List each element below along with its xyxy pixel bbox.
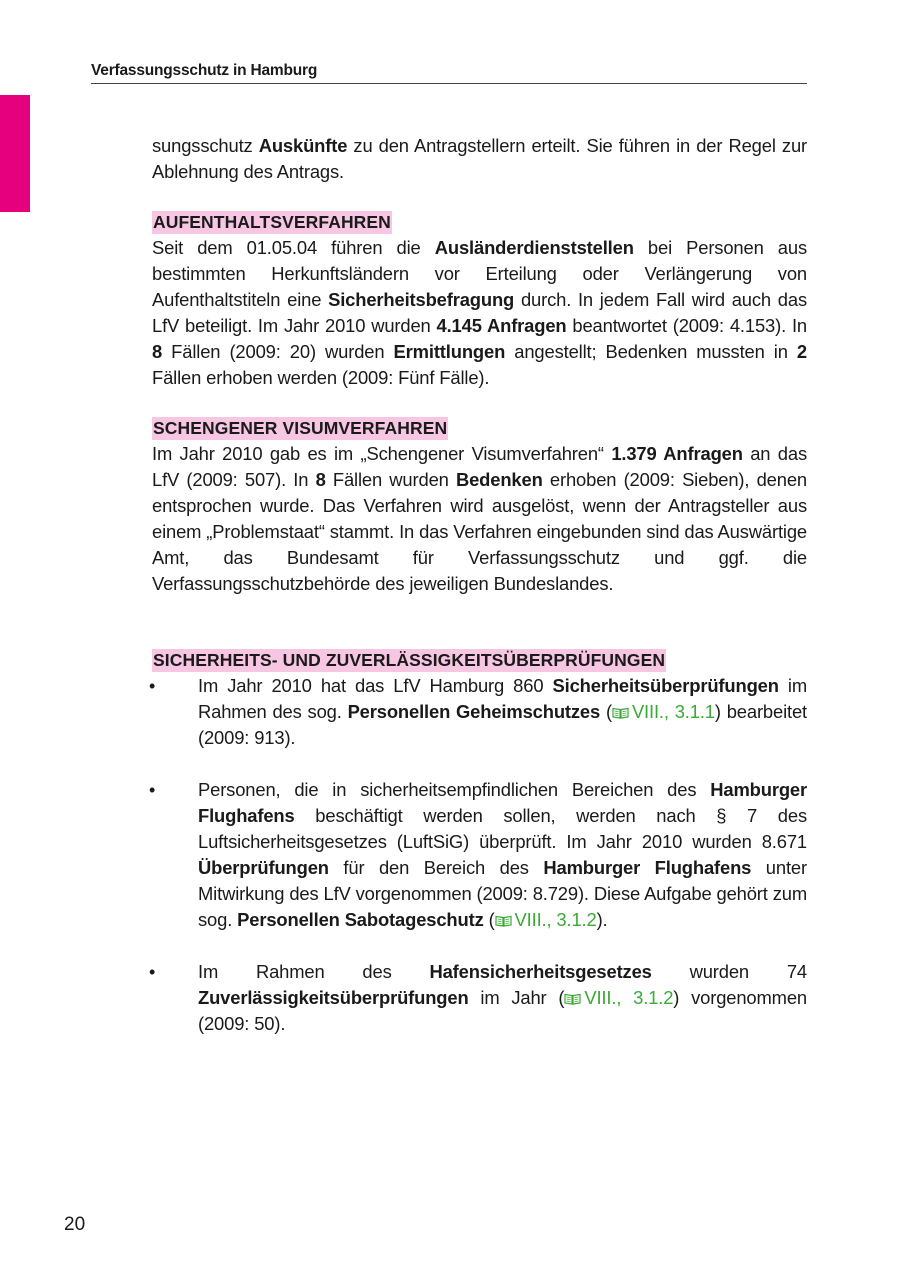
heading-sicherheitsueberpruefungen: SICHERHEITS- UND ZUVERLÄSSIGKEITSÜBERPRÜFUNGEN (153, 650, 666, 670)
bullet-dot: • (149, 962, 156, 982)
heading-schengener-visumverfahren: SCHENGENER VISUMVERFAHREN (153, 418, 448, 438)
page-body (149, 133, 808, 1037)
bullet-dot: • (149, 780, 156, 800)
section-color-tab (0, 95, 30, 212)
list-item: • Im Rahmen des Hafensicherheitsgesetzes wurden 74 Zuverlässigkeitsüberprüfungen im Jahr ( VIII., 3.1.2) vorgenommen (2009: 50). (149, 961, 808, 1034)
intro-paragraph (152, 133, 807, 185)
book-icon (495, 915, 512, 927)
intro-bold: Auskünfte (258, 135, 348, 156)
bullet-dot: • (149, 676, 156, 696)
book-icon (612, 707, 629, 719)
paragraph-schengener-visumverfahren: Im Jahr 2010 gab es im „Schengener Visumverfahren“ 1.379 Anfragen an das LfV (2009: 507). In 8 Fällen wurden Bedenken erhoben (2009: Sieben), denen entsprochen wurde. Das Verfahren wird ausgelöst, wenn der Antragsteller aus einem „Problemstaat“ stammt. In das Verfahren eingebunden sind das Auswärtige Amt, das Bundesamt für Verfassungsschutz und ggf. die Verfassungsschutzbehörde des jeweiligen Bundeslandes. (152, 443, 807, 594)
cross-reference-link[interactable]: VIII., 3.1.1 (612, 701, 715, 722)
list-item: • Personen, die in sicherheitsempfindlichen Bereichen des Hamburger Flughafens beschäftigt werden sollen, werden nach § 7 des Luftsicherheitsgesetzes (LuftSiG) überprüft. Im Jahr 2010 wurden 8.671 Überprüfungen für den Bereich des Hamburger Flughafens unter Mitwirkung des LfV vorgenommen (2009: 8.729). Diese Aufgabe gehört zum sog. Personellen Sabotageschutz ( VIII., 3.1.2). (149, 779, 807, 930)
page-number: 20 (64, 1214, 86, 1235)
list-item: • Im Jahr 2010 hat das LfV Hamburg 860 Sicherheitsüberprüfungen im Rahmen des sog. Personellen Geheimschutzes ( VIII., 3.1.1) bearbeitet (2009: 913). (149, 675, 808, 748)
bullet-list (149, 673, 808, 1037)
heading-aufenthaltsverfahren: AUFENTHALTSVERFAHREN (153, 212, 391, 232)
paragraph-aufenthaltsverfahren: Seit dem 01.05.04 führen die Ausländerdienststellen bei Personen aus bestimmten Herkunftsländern vor Erteilung oder Verlängerung von Aufenthaltstiteln eine Sicherheitsbefragung durch. In jedem Fall wird auch das LfV beteiligt. Im Jahr 2010 wurden 4.145 Anfragen beantwortet (2009: 4.153). In 8 Fällen (2009: 20) wurden Ermittlungen angestellt; Bedenken mussten in 2 Fällen erhoben werden (2009: Fünf Fälle). (152, 237, 807, 388)
intro-text: sungsschutz (152, 135, 259, 156)
cross-reference-link[interactable]: VIII., 3.1.2 (495, 909, 597, 930)
cross-reference-link[interactable]: VIII., 3.1.2 (564, 987, 673, 1008)
running-header: Verfassungsschutz in Hamburg (91, 62, 807, 84)
intro-text: zu den Antragstellern erteilt. Sie führen in der Regel zur Ablehnung des Antrags. (152, 135, 807, 182)
book-icon (564, 993, 581, 1005)
